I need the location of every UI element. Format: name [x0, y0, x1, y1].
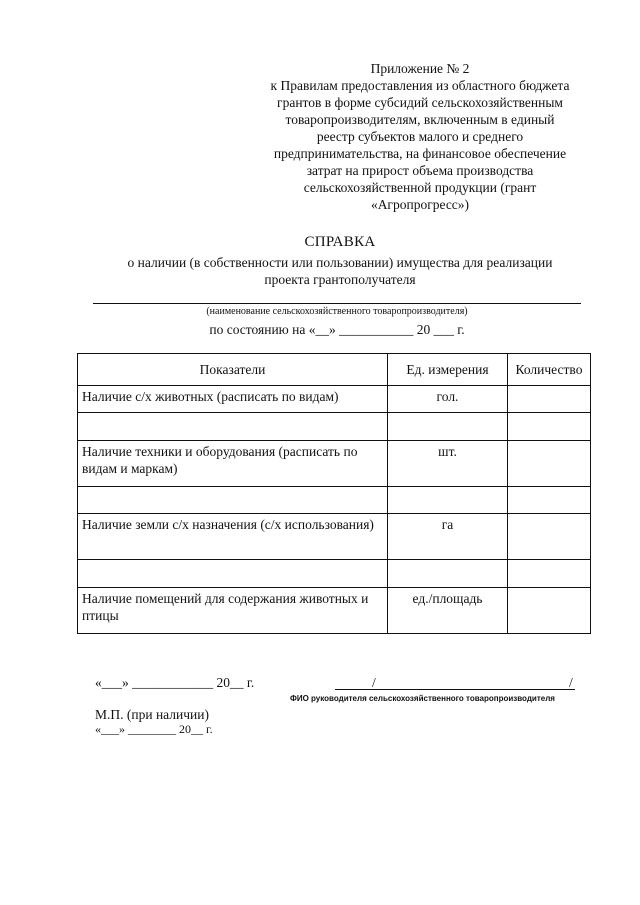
stamp-label: М.П. (при наличии)	[95, 707, 209, 722]
subtitle-line: проекта грантополучателя	[264, 272, 416, 287]
cell-quantity	[508, 386, 591, 413]
table-header-row	[78, 354, 591, 386]
signature-slash: /	[569, 675, 573, 690]
table-row	[78, 514, 591, 560]
cell-indicator: Наличие земли с/х назначения (с/х использования)	[78, 514, 388, 560]
cell-unit	[388, 487, 508, 514]
annex-line: грантов в форме субсидий сельскохозяйственным	[277, 95, 563, 110]
annex-line: реестр субъектов малого и среднего	[316, 129, 524, 144]
subtitle-line: о наличии (в собственности или пользовании) имущества для реализации	[127, 255, 553, 270]
annex-block	[230, 60, 610, 213]
cell-quantity	[508, 560, 591, 588]
document-subtitle	[90, 254, 590, 288]
cell-indicator	[78, 560, 388, 588]
annex-number: Приложение № 2	[370, 61, 470, 76]
cell-indicator: Наличие техники и оборудования (расписать по видам и маркам)	[78, 441, 388, 487]
table-row	[78, 560, 591, 588]
cell-indicator: Наличие помещений для содержания животных и птицы	[78, 588, 388, 634]
cell-quantity	[508, 588, 591, 634]
cell-unit	[388, 560, 508, 588]
cell-unit: га	[388, 514, 508, 560]
table-row	[78, 413, 591, 441]
table-row	[78, 588, 591, 634]
signature-slash: /	[372, 675, 376, 690]
annex-line: затрат на прирост объема производства	[306, 163, 534, 178]
signature-block	[95, 674, 595, 704]
signature-date: «___» ____________ 20__ г.	[95, 675, 255, 690]
header-unit: Ед. измерения	[388, 354, 508, 386]
cell-quantity	[508, 441, 591, 487]
cell-unit	[388, 413, 508, 441]
cell-quantity	[508, 514, 591, 560]
stamp-date: «___» ________ 20__ г.	[95, 722, 213, 736]
producer-caption: (наименование сельскохозяйственного товаропроизводителя)	[206, 306, 468, 317]
table-row	[78, 441, 591, 487]
signature-caption: ФИО руководителя сельскохозяйственного товаропроизводителя	[290, 694, 555, 703]
annex-line: предпринимательства, на финансовое обеспечение	[273, 146, 567, 161]
producer-name-line	[93, 303, 581, 304]
cell-indicator	[78, 413, 388, 441]
table-row	[78, 386, 591, 413]
annex-line: товаропроизводителям, включенным в единый	[285, 112, 555, 127]
as-of-date: по состоянию на «__» ___________ 20 ___ г.	[209, 322, 465, 337]
annex-line: сельскохозяйственной продукции (грант	[303, 180, 537, 195]
cell-unit: ед./площадь	[388, 588, 508, 634]
cell-quantity	[508, 487, 591, 514]
cell-indicator	[78, 487, 388, 514]
document-title: СПРАВКА	[304, 234, 376, 250]
header-quantity: Количество	[508, 354, 591, 386]
cell-quantity	[508, 413, 591, 441]
table-row	[78, 487, 591, 514]
annex-line: «Агропрогресс»)	[370, 197, 470, 212]
cell-indicator: Наличие с/х животных (расписать по видам)	[78, 386, 388, 413]
cell-unit: шт.	[388, 441, 508, 487]
property-table	[77, 353, 591, 634]
header-indicators: Показатели	[78, 354, 388, 386]
cell-unit: гол.	[388, 386, 508, 413]
annex-line: к Правилам предоставления из областного бюджета	[270, 78, 570, 93]
